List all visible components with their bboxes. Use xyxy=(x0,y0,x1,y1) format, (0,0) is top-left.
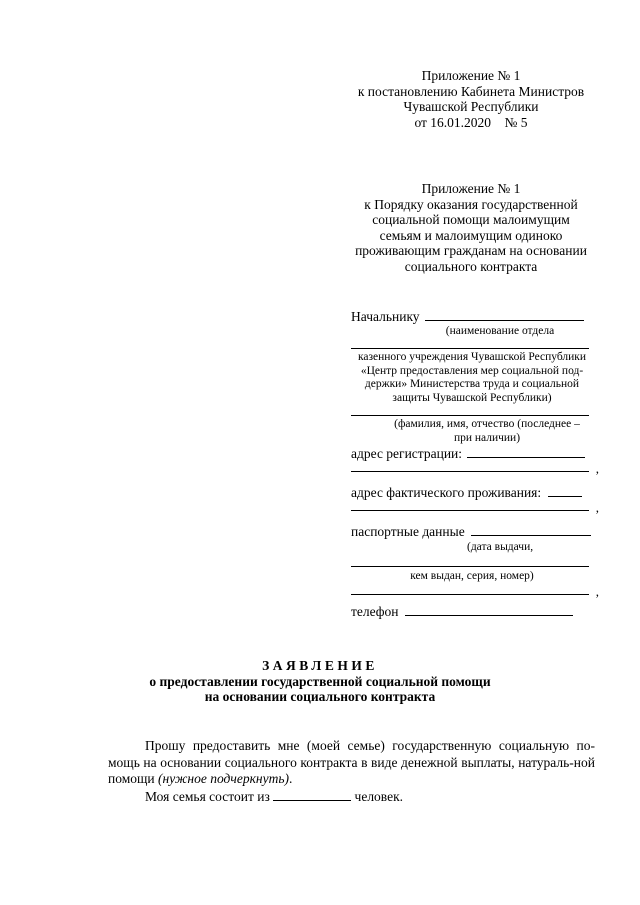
annex-decree-ref: к постановлению Кабинета Министров xyxy=(357,83,585,99)
passport-issuer-hint: кем выдан, серия, номер) xyxy=(410,570,534,582)
actual-address-label: адрес фактического проживания: xyxy=(351,485,542,500)
annex-procedure-line: социального контракта xyxy=(404,258,538,274)
annex-procedure-line: к Порядку оказания государственной xyxy=(364,196,578,212)
comma: , xyxy=(595,584,599,599)
application-body xyxy=(108,738,595,805)
passport-field-2[interactable] xyxy=(351,566,589,567)
institution-line: «Центр предоставления мер социальной под- xyxy=(360,364,584,377)
fio-field[interactable] xyxy=(351,415,589,416)
passport-date-hint: (дата выдачи, xyxy=(467,541,534,553)
institution-line: защиты Чувашской Республики) xyxy=(392,391,552,404)
phone-field[interactable] xyxy=(405,604,573,616)
application-title xyxy=(0,658,640,705)
dept-field[interactable] xyxy=(351,348,589,349)
title-subtitle-1: о предоставлении государственной социальной помощи xyxy=(149,673,491,689)
fio-hint-line: при наличии) xyxy=(453,431,521,444)
annex-number: Приложение № 1 xyxy=(421,68,521,83)
fio-hint xyxy=(351,418,593,445)
chief-field[interactable] xyxy=(425,309,584,321)
family-paragraph xyxy=(108,788,595,806)
title-heading: ЗАЯВЛЕНИЕ xyxy=(262,658,378,673)
reg-address-field-2[interactable] xyxy=(351,471,589,472)
title-subtitle-2: на основании социального контракта xyxy=(204,689,436,704)
annex-date-number: от 16.01.2020 № 5 xyxy=(414,114,528,130)
passport-field[interactable] xyxy=(471,524,591,536)
reg-address-field[interactable] xyxy=(467,446,585,458)
annex-header-decree xyxy=(340,68,602,130)
annex-republic: Чувашской Республики xyxy=(403,99,539,114)
request-end: . xyxy=(288,771,293,786)
phone-label: телефон xyxy=(351,604,399,619)
family-text: Моя семья состоит из xyxy=(145,788,270,804)
family-size-field[interactable] xyxy=(273,788,351,801)
institution-line: казенного учреждения Чувашской Республики xyxy=(357,351,587,363)
family-unit: человек. xyxy=(354,788,404,804)
annex-procedure-line: проживающим гражданам на основании xyxy=(355,243,587,258)
chief-label: Начальнику xyxy=(351,309,420,324)
request-text: Прошу предоставить мне (моей семье) государственную социальную по-мощь на основании социального контракта в виде денежной выплаты, натураль-ной помощи xyxy=(108,738,595,786)
addressee-form xyxy=(351,309,599,621)
annex-procedure-line: семьям и малоимущим одиноко xyxy=(379,227,563,243)
passport-field-3[interactable] xyxy=(351,594,589,595)
dept-hint: (наименование отдела xyxy=(445,325,555,337)
actual-address-field-2[interactable] xyxy=(351,510,589,511)
request-paragraph xyxy=(108,738,595,788)
underline-hint: (нужное подчеркнуть) xyxy=(158,771,289,786)
actual-address-field[interactable] xyxy=(548,485,582,497)
comma: , xyxy=(595,461,599,476)
annex-number: Приложение № 1 xyxy=(421,181,521,196)
fio-hint-line: (фамилия, имя, отчество (последнее – xyxy=(394,418,580,430)
institution-line: держки» Министерства труда и социальной xyxy=(364,378,580,390)
passport-label: паспортные данные xyxy=(351,524,465,539)
annex-procedure-line: социальной помощи малоимущим xyxy=(372,212,570,227)
institution-text xyxy=(351,351,593,405)
annex-header-procedure xyxy=(340,181,602,274)
reg-address-label: адрес регистрации: xyxy=(351,446,463,461)
comma: , xyxy=(595,500,599,515)
